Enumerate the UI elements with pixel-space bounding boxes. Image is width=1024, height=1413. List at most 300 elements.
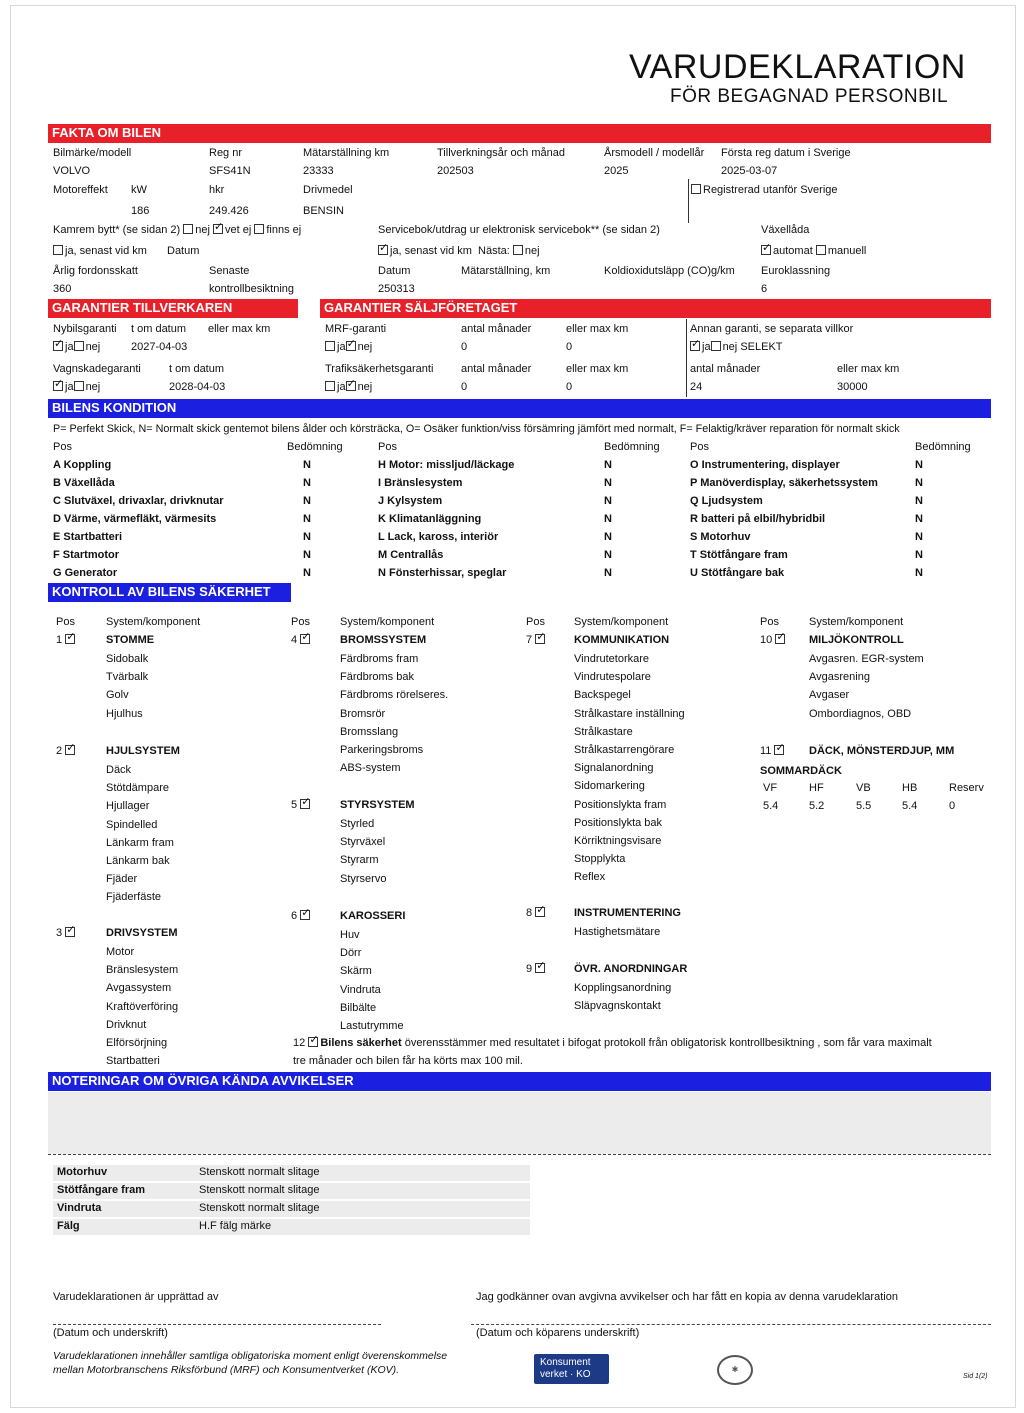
condition-item-label: K Klimatanläggning xyxy=(378,513,482,525)
safety-group-checkbox xyxy=(291,634,312,647)
traffic-ja-label: ja xyxy=(337,381,346,393)
label-production: Tillverkningsår och månad xyxy=(437,147,565,159)
safety-group-checkbox xyxy=(291,910,312,923)
ko-logo-line-1: Konsument xyxy=(540,1357,591,1368)
safety-group-checkbox xyxy=(526,634,547,647)
safety-12-num: 12 xyxy=(293,1037,306,1049)
safety-12-field xyxy=(293,1037,932,1050)
belt-field xyxy=(53,224,301,237)
safety-col-sys-3: System/komponent xyxy=(574,616,669,628)
new-nej-checkbox[interactable] xyxy=(74,341,84,351)
road-ja-checkbox[interactable] xyxy=(53,381,63,391)
tire-depth-value: 5.4 xyxy=(763,800,779,812)
condition-item-rating: N xyxy=(915,513,923,525)
value-reg: SFS41N xyxy=(209,165,251,177)
safety-group-num: 3 xyxy=(56,927,63,939)
safety-component: Strålkastare xyxy=(574,725,633,738)
safety-col-sys-4: System/komponent xyxy=(809,616,904,628)
condition-item-rating: N xyxy=(915,459,923,471)
tire-depth-value: 5.5 xyxy=(856,800,872,812)
notes-area[interactable] xyxy=(48,1092,991,1154)
label-other-warranty: Annan garanti, se separata villkor xyxy=(690,323,854,335)
safety-component: Styrarm xyxy=(340,854,379,867)
safety-component: Spindelled xyxy=(106,818,158,831)
safety-component: Bromsslang xyxy=(340,725,399,738)
condition-item-label: O Instrumentering, displayer xyxy=(690,459,840,471)
label-mrf-maxkm: eller max km xyxy=(566,323,629,335)
condition-item-label: L Lack, kaross, interiör xyxy=(378,531,499,543)
condition-item-rating: N xyxy=(303,513,311,525)
condition-item-rating: N xyxy=(604,531,612,543)
traffic-nej-checkbox[interactable] xyxy=(346,381,356,391)
section-notes-heading: NOTERINGAR OM ÖVRIGA KÄNDA AVVIKELSER xyxy=(48,1072,991,1091)
safety-check-icon[interactable] xyxy=(775,634,785,644)
value-hk: 249.426 xyxy=(209,205,249,217)
service-next-label: Nästa: xyxy=(478,245,510,257)
condition-item-rating: N xyxy=(604,549,612,561)
label-fuel: Drivmedel xyxy=(303,184,353,196)
condition-item-rating: N xyxy=(915,531,923,543)
safety-component: Motor xyxy=(106,946,135,958)
label-inspection: Senaste xyxy=(209,265,250,277)
safety-component: Dörr xyxy=(340,947,362,960)
value-mrf-months: 0 xyxy=(461,341,468,353)
label-tax: Årlig fordonsskatt xyxy=(53,265,138,277)
safety-col-sys-1: System/komponent xyxy=(106,616,201,628)
label-road-until: t om datum xyxy=(169,363,225,375)
belt-nej-checkbox[interactable] xyxy=(183,224,193,234)
tire-depth-value: 5.2 xyxy=(809,800,825,812)
safety-component: Backspegel xyxy=(574,689,631,702)
safety-group-checkbox xyxy=(760,634,787,647)
service-nej-label: nej xyxy=(524,245,540,257)
section-facts-heading: FAKTA OM BILEN xyxy=(48,124,991,143)
safety-component: Huv xyxy=(340,929,360,941)
safety-group-checkbox xyxy=(56,634,77,647)
belt-date-label: Datum xyxy=(167,245,200,257)
safety-component: Styrservo xyxy=(340,872,387,885)
label-other-months: antal månader xyxy=(690,363,761,375)
document-title: VARUDEKLARATION xyxy=(629,48,966,86)
safety-component: Vindruta xyxy=(340,983,381,996)
safety-check-icon[interactable] xyxy=(535,634,545,644)
safety-component: Startbatteri xyxy=(106,1055,160,1068)
divider-abroad xyxy=(688,179,689,223)
safety-component: Färdbroms bak xyxy=(340,671,414,684)
value-other-months: 24 xyxy=(690,381,703,393)
label-traffic-maxkm: eller max km xyxy=(566,363,629,375)
section-warranty-mfr-heading: GARANTIER TILLVERKAREN xyxy=(48,299,298,318)
new-warranty-field xyxy=(53,341,100,354)
safety-group-num: 11 xyxy=(760,745,772,757)
belt-finnsej-checkbox[interactable] xyxy=(254,224,264,234)
safety-component: Färdbroms rörelseres. xyxy=(340,689,449,702)
safety-group-checkbox xyxy=(56,927,77,940)
condition-item-rating: N xyxy=(303,567,311,579)
safety-group-title: HJULSYSTEM xyxy=(106,745,180,757)
condition-item-label: F Startmotor xyxy=(53,549,119,561)
safety-component: Tvärbalk xyxy=(106,671,149,684)
value-first-reg: 2025-03-07 xyxy=(721,165,778,177)
other-warranty-field xyxy=(690,341,783,354)
road-warranty-field xyxy=(53,381,100,394)
divider-other-warranty xyxy=(686,319,687,397)
signature-right-sub: (Datum och köparens underskrift) xyxy=(476,1327,640,1339)
cond-col-pos-2: Pos xyxy=(378,441,397,453)
safety-component: Kopplingsanordning xyxy=(574,982,672,994)
safety-group-num: 10 xyxy=(760,634,773,646)
safety-group-checkbox xyxy=(291,799,312,812)
label-kw: kW xyxy=(131,184,147,196)
safety-group-num: 6 xyxy=(291,910,298,922)
label-inspection-2: kontrollbesiktning xyxy=(209,283,294,295)
safety-component: Vindrutespolare xyxy=(574,671,651,684)
document-page xyxy=(10,5,1016,1408)
cond-col-rating-1: Bedömning xyxy=(287,441,343,453)
section-warranty-seller-heading: GARANTIER SÄLJFÖRETAGET xyxy=(320,299,991,318)
safety-component: Sidomarkering xyxy=(574,780,645,793)
condition-item-label: P Manöverdisplay, säkerhetssystem xyxy=(690,477,878,489)
belt-vetej-checkbox[interactable] xyxy=(213,224,223,234)
cond-col-pos-3: Pos xyxy=(690,441,709,453)
gearbox-auto-label: automat xyxy=(773,245,813,257)
safety-check-icon[interactable] xyxy=(300,799,310,809)
safety-group-title: BROMSSYSTEM xyxy=(340,634,427,646)
notes-row-note: H.F fälg märke xyxy=(199,1220,272,1232)
condition-item-rating: N xyxy=(915,549,923,561)
safety-component: Färdbroms fram xyxy=(340,653,419,665)
safety-group-title: KOMMUNIKATION xyxy=(574,634,670,646)
road-ja-label: ja xyxy=(65,381,74,393)
signature-left-line[interactable] xyxy=(53,1324,381,1325)
signature-right-label: Jag godkänner ovan avgivna avvikelser och har fått en kopia av denna varudeklaration xyxy=(476,1291,898,1303)
safety-group-title: DRIVSYSTEM xyxy=(106,927,178,939)
safety-component: Däck xyxy=(106,764,132,776)
safety-check-icon[interactable] xyxy=(300,910,310,920)
notes-row-note: Stenskott normalt slitage xyxy=(199,1184,320,1196)
signature-left-label: Varudeklarationen är upprättad av xyxy=(53,1291,219,1303)
condition-item-rating: N xyxy=(303,495,311,507)
condition-item-label: T Stötfångare fram xyxy=(690,549,788,561)
gearbox-auto-checkbox[interactable] xyxy=(761,245,771,255)
safety-component: Positionslykta bak xyxy=(574,816,663,829)
cond-col-rating-2: Bedömning xyxy=(604,441,660,453)
notes-row-note: Stenskott normalt slitage xyxy=(199,1166,320,1178)
road-nej-checkbox[interactable] xyxy=(74,381,84,391)
notes-row-part: Fälg xyxy=(57,1220,80,1232)
safety-col-sys-2: System/komponent xyxy=(340,616,435,628)
safety-12-text-2: tre månader och bilen får ha körts max 100 mil. xyxy=(293,1055,523,1067)
other-nej-checkbox[interactable] xyxy=(711,341,721,351)
section-safety-heading: KONTROLL AV BILENS SÄKERHET xyxy=(48,583,291,602)
document-subtitle: FÖR BEGAGNAD PERSONBIL xyxy=(670,86,949,107)
safety-component: Skärm xyxy=(340,965,372,978)
tires-season-label: SOMMARDÄCK xyxy=(760,765,842,777)
value-other-km: 30000 xyxy=(837,381,868,393)
safety-col-pos-4: Pos xyxy=(760,616,779,628)
safety-group-title: INSTRUMENTERING xyxy=(574,907,681,919)
mrf-seal-icon: ✱ xyxy=(717,1355,753,1385)
footer-text-2: mellan Motorbranschens Riksförbund (MRF) och Konsumentverket (KOV). xyxy=(53,1364,400,1376)
label-first-reg: Första reg datum i Sverige xyxy=(721,147,851,159)
safety-group-checkbox xyxy=(526,907,547,920)
service-label: Servicebok/utdrag ur elektronisk servicebok** (se sidan 2) xyxy=(378,224,660,236)
safety-component: Golv xyxy=(106,689,129,702)
other-ja-checkbox[interactable] xyxy=(690,341,700,351)
label-mrf: MRF-garanti xyxy=(325,323,387,335)
condition-item-label: I Bränslesystem xyxy=(378,477,463,489)
label-traffic-months: antal månader xyxy=(461,363,532,375)
condition-item-label: M Centrallås xyxy=(378,549,444,561)
condition-item-label: G Generator xyxy=(53,567,118,579)
belt-ja-checkbox[interactable] xyxy=(53,245,63,255)
safety-12-text: överensstämmer med resultatet i bifogat protokoll från obligatorisk kontrollbesiktning , som får vara maximalt xyxy=(404,1037,932,1049)
safety-col-pos-3: Pos xyxy=(526,616,545,628)
label-odometer: Mätarställning km xyxy=(303,147,390,159)
safety-group-checkbox xyxy=(56,745,77,758)
safety-group-title: ÖVR. ANORDNINGAR xyxy=(574,963,688,975)
safety-12-checkbox[interactable] xyxy=(308,1037,318,1047)
safety-component: Vindrutetorkare xyxy=(574,653,650,665)
belt-ja-label: ja, senast vid km xyxy=(65,245,147,257)
safety-group-num: 1 xyxy=(56,634,63,646)
condition-item-label: U Stötfångare bak xyxy=(690,567,785,579)
safety-component: Avgasren. EGR-system xyxy=(809,653,924,665)
page-number: Sid 1(2) xyxy=(963,1373,988,1380)
safety-group-checkbox xyxy=(526,963,547,976)
value-new-date: 2027-04-03 xyxy=(131,341,188,353)
safety-group-num: 7 xyxy=(526,634,533,646)
safety-component: Elförsörjning xyxy=(106,1037,168,1049)
tire-position-label: VB xyxy=(856,782,871,794)
condition-item-rating: N xyxy=(604,567,612,579)
label-co2: Koldioxidutsläpp (CO)g/km xyxy=(604,265,735,277)
condition-item-rating: N xyxy=(915,495,923,507)
notes-row-part: Vindruta xyxy=(57,1202,102,1214)
value-fuel: BENSIN xyxy=(303,205,344,217)
condition-item-rating: N xyxy=(915,477,923,489)
condition-legend: P= Perfekt Skick, N= Normalt skick gentemot bilens ålder och körsträcka, O= Osäker funktion/viss försämring jämfört med normalt, F= Felaktig/kräver reparation för normalt skick xyxy=(53,423,900,435)
value-traffic-km: 0 xyxy=(566,381,573,393)
gearbox-label: Växellåda xyxy=(761,224,810,236)
condition-item-label: N Fönsterhissar, speglar xyxy=(378,567,507,579)
condition-item-label: J Kylsystem xyxy=(378,495,443,507)
condition-item-rating: N xyxy=(604,495,612,507)
label-mrf-months: antal månader xyxy=(461,323,532,335)
safety-component: Stötdämpare xyxy=(106,782,169,795)
value-road-date: 2028-04-03 xyxy=(169,381,226,393)
abroad-checkbox[interactable] xyxy=(691,184,701,194)
safety-component: Sidobalk xyxy=(106,653,149,665)
label-make: Bilmärke/modell xyxy=(53,147,132,159)
gearbox-manual-label: manuell xyxy=(827,245,867,257)
notes-row-shade xyxy=(53,1219,530,1235)
label-power: Motoreffekt xyxy=(53,184,108,196)
safety-check-icon[interactable] xyxy=(535,963,545,973)
safety-component: Avgasrening xyxy=(809,671,870,684)
label-new-until: t om datum xyxy=(131,323,187,335)
tire-depth-value: 5.4 xyxy=(902,800,918,812)
safety-component: Bilbälte xyxy=(340,1001,377,1014)
safety-component: Reflex xyxy=(574,871,606,884)
notes-row-part: Motorhuv xyxy=(57,1166,108,1178)
label-traffic: Trafiksäkerhetsgaranti xyxy=(325,363,434,375)
safety-component: Fjäder xyxy=(106,873,138,886)
tire-position-label: HF xyxy=(809,782,824,794)
ko-logo-line-2: verket · KO xyxy=(540,1369,591,1380)
safety-component: Kraftöverföring xyxy=(106,1000,179,1013)
safety-component: Drivknut xyxy=(106,1018,147,1031)
gearbox-field xyxy=(761,245,866,258)
condition-item-label: Q Ljudsystem xyxy=(690,495,763,507)
safety-group-title: KAROSSERI xyxy=(340,910,406,922)
service-ja-checkbox[interactable] xyxy=(378,245,388,255)
traffic-field xyxy=(325,381,372,394)
tire-position-label: Reserv xyxy=(949,782,984,794)
condition-item-rating: N xyxy=(604,477,612,489)
label-other-maxkm: eller max km xyxy=(837,363,900,375)
gearbox-manual-checkbox[interactable] xyxy=(816,245,826,255)
safety-component: Hjullager xyxy=(106,800,150,813)
mrf-ja-label: ja xyxy=(337,341,346,353)
service-ja-label: ja, senast vid km xyxy=(390,245,472,257)
other-warranty-value: SELEKT xyxy=(740,341,783,353)
service-field xyxy=(378,245,540,258)
safety-group-num: 5 xyxy=(291,799,298,811)
belt-finnsej-label: finns ej xyxy=(266,224,302,236)
new-nej-label: nej xyxy=(85,341,101,353)
safety-check-icon[interactable] xyxy=(300,634,310,644)
value-model-year: 2025 xyxy=(604,165,629,177)
condition-item-rating: N xyxy=(915,567,923,579)
safety-group-num: 4 xyxy=(291,634,298,646)
condition-item-rating: N xyxy=(303,531,311,543)
safety-12-bold: Bilens säkerhet xyxy=(320,1037,402,1049)
safety-component: Lastutrymme xyxy=(340,1020,404,1032)
safety-component: ABS-system xyxy=(340,762,401,775)
safety-component: Strålkastare inställning xyxy=(574,707,685,720)
condition-item-rating: N xyxy=(303,459,311,471)
value-kw: 186 xyxy=(131,205,150,217)
label-new-maxkm: eller max km xyxy=(208,323,271,335)
abroad-label: Registrerad utanför Sverige xyxy=(703,184,838,196)
signature-left-sub: (Datum och underskrift) xyxy=(53,1327,168,1339)
condition-item-label: S Motorhuv xyxy=(690,531,751,543)
service-nej-checkbox[interactable] xyxy=(513,245,523,255)
safety-check-icon[interactable] xyxy=(65,745,75,755)
new-ja-checkbox[interactable] xyxy=(53,341,63,351)
traffic-ja-checkbox[interactable] xyxy=(325,381,335,391)
condition-item-label: B Växellåda xyxy=(53,477,115,489)
notes-row-note: Stenskott normalt slitage xyxy=(199,1202,320,1214)
cond-col-rating-3: Bedömning xyxy=(915,441,971,453)
safety-group-title: MILJÖKONTROLL xyxy=(809,634,904,646)
safety-group-checkbox xyxy=(760,745,786,758)
safety-component: Länkarm bak xyxy=(106,855,170,867)
label-hk: hkr xyxy=(209,184,225,196)
condition-item-label: A Koppling xyxy=(53,459,112,471)
safety-component: Positionslykta fram xyxy=(574,798,667,811)
other-ja-label: ja xyxy=(702,341,711,353)
safety-component: Styrväxel xyxy=(340,836,386,849)
other-nej-label: nej xyxy=(722,341,738,353)
safety-component: Körriktningsvisare xyxy=(574,835,662,847)
condition-item-label: C Slutväxel, drivaxlar, drivknutar xyxy=(53,495,224,507)
safety-group-num: 8 xyxy=(526,907,533,919)
mrf-ja-checkbox[interactable] xyxy=(325,341,335,351)
safety-check-icon[interactable] xyxy=(65,927,75,937)
safety-component: Släpvagnskontakt xyxy=(574,1000,661,1013)
safety-group-title: STYRSYSTEM xyxy=(340,799,415,811)
notes-divider xyxy=(48,1154,991,1155)
belt-vetej-label: vet ej xyxy=(224,224,252,236)
condition-item-rating: N xyxy=(604,459,612,471)
value-euro: 6 xyxy=(761,283,768,295)
konsumentverket-logo xyxy=(534,1354,609,1384)
abroad-field xyxy=(691,184,838,197)
condition-item-label: E Startbatteri xyxy=(53,531,123,543)
traffic-nej-label: nej xyxy=(357,381,373,393)
condition-item-label: H Motor: missljud/läckage xyxy=(378,459,515,471)
safety-component: Bromsrör xyxy=(340,707,386,720)
safety-component: Stopplykta xyxy=(574,853,626,866)
label-reg: Reg nr xyxy=(209,147,243,159)
label-insp-odo: Mätarställning, km xyxy=(461,265,551,277)
safety-component: Avgaser xyxy=(809,689,850,702)
safety-component: Strålkastarrengörare xyxy=(574,744,675,756)
condition-item-rating: N xyxy=(604,513,612,525)
tire-position-label: HB xyxy=(902,782,918,794)
belt-label: Kamrem bytt* (se sidan 2) xyxy=(53,224,181,236)
value-mrf-km: 0 xyxy=(566,341,573,353)
value-production: 202503 xyxy=(437,165,474,177)
safety-component: Signalanordning xyxy=(574,762,654,775)
safety-check-icon[interactable] xyxy=(65,634,75,644)
label-euro: Euroklassning xyxy=(761,265,831,277)
safety-col-pos-2: Pos xyxy=(291,616,310,628)
belt-ja-field xyxy=(53,245,147,258)
label-new-warranty: Nybilsgaranti xyxy=(53,323,117,335)
belt-nej-label: nej xyxy=(195,224,210,236)
notes-row-part: Stötfångare fram xyxy=(57,1184,146,1196)
safety-check-icon[interactable] xyxy=(535,907,545,917)
mrf-nej-label: nej xyxy=(357,341,373,353)
safety-component: Styrled xyxy=(340,818,375,830)
condition-item-label: R batteri på elbil/hybridbil xyxy=(690,513,826,525)
label-model-year: Årsmodell / modellår xyxy=(604,147,705,159)
road-nej-label: nej xyxy=(85,381,101,393)
condition-item-label: D Värme, värmefläkt, värmesits xyxy=(53,513,217,525)
signature-right-line[interactable] xyxy=(471,1324,991,1325)
value-odometer: 23333 xyxy=(303,165,334,177)
safety-check-icon[interactable] xyxy=(774,745,784,755)
safety-component: Ombordiagnos, OBD xyxy=(809,707,912,720)
mrf-field xyxy=(325,341,372,354)
safety-group-num: 2 xyxy=(56,745,63,757)
label-insp-date: Datum xyxy=(378,265,411,277)
value-insp-date: 250313 xyxy=(378,283,415,295)
safety-component: Länkarm fram xyxy=(106,836,174,849)
safety-group-title: DÄCK, MÖNSTERDJUP, MM xyxy=(809,745,955,757)
value-traffic-months: 0 xyxy=(461,381,468,393)
tire-depth-value: 0 xyxy=(949,800,956,812)
safety-component: Hjulhus xyxy=(106,707,143,720)
safety-component: Fjäderfäste xyxy=(106,891,162,904)
safety-group-num: 9 xyxy=(526,963,533,975)
tire-position-label: VF xyxy=(763,782,778,794)
mrf-nej-checkbox[interactable] xyxy=(346,341,356,351)
value-make: VOLVO xyxy=(53,165,91,177)
